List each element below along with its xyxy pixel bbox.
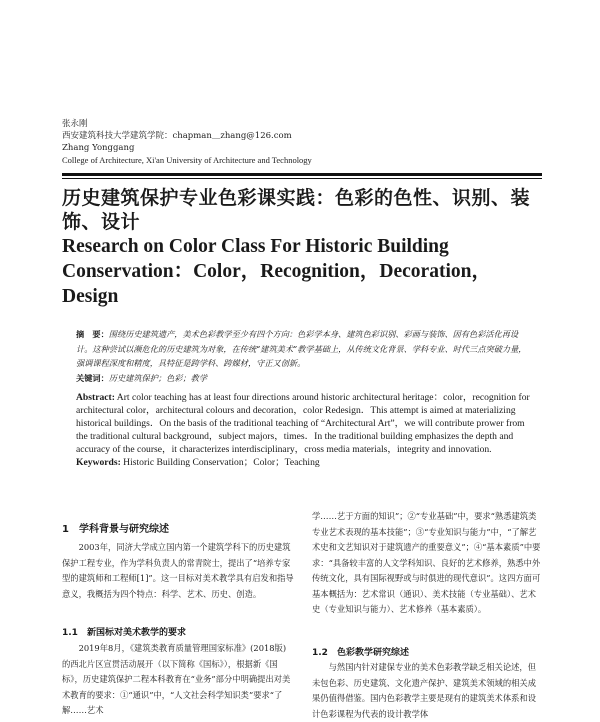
abstract-cn-label: 摘 要：	[76, 329, 109, 339]
keywords-en-text: Historic Building Conservation；Color；Teaching	[123, 457, 320, 468]
author-affiliation-cn: 西安建筑科技大学建筑学院：chapman＿zhang@126.com	[62, 131, 292, 141]
abstract-en-text: Art color teaching has at least four directions around historic architectural heritage：color，recognition for architectural color，architectural colours and decoration，color Redesign．This attempt is aimed at materializing historical buildings．On the basis of the traditional teaching of “Architectural Art”，we will contribute prower from the traditional cultural background，subject majors，times．In the traditional building emphasizes the depth and accuracy of the course，it characterizes interdisciplinary，cross media materials，integrity and innovation.	[76, 392, 530, 455]
section-heading-1: 1 学科背景与研究综述	[62, 524, 169, 535]
right-col-para2: 与然国内针对建保专业的美术色彩教学缺乏相关论述，但未包色彩、历史建筑、文化遗产保护、建筑美术领域的相关成果仍值得借鉴。国内色彩教学主要是现有的建筑美术体系和设计色彩课程为代表的设计教学体	[312, 662, 537, 719]
abstract-english	[76, 391, 534, 469]
abstract-chinese	[76, 327, 532, 385]
author-block	[62, 118, 482, 166]
keywords-cn-text: 历史建筑保护；色彩；教学	[108, 372, 208, 383]
author-affiliation-en: College of Architecture, Xi'an University of Architecture and Technology	[62, 155, 312, 165]
title-rule-thick	[62, 173, 542, 176]
abstract-en-label: Abstract:	[76, 392, 115, 403]
subsection-heading-1-1: 1.1 新国标对美术教学的要求	[62, 628, 186, 638]
section1-para2: 2019年8月，《建筑类教育质量管理国家标准》(2018版)的西北片区宣贯活动展开（以下简称《国标》），根据新《国标》，历史建筑保护二程本科教育在“业务”部分中明确提出对美术教育的要求：①“通识”中，“人文社会科学知识类”要求“了解……艺术	[62, 643, 291, 715]
title-chinese: 历史建筑保护专业色彩课实践：色彩的色性、识别、装饰、设计	[62, 187, 531, 233]
right-col-para1: 学……艺于方面的知识”；②“专业基础”中，要求“熟悉建筑类专业艺术表现的基本技能”；③“专业知识与能力”中，“了解艺术史和文艺知识对于建筑遗产的重要意义”；④“基本素质”中要求：“具备较丰富的人文学科知识、良好的艺术修养，熟悉中外传统文化，具有国际视野或与时俱进的现代意识”。这四方面可基本概括为：艺术常识（通识）、美术技能（专业基础）、艺术史（专业知识与能力）、艺术修养（基本素质）。	[312, 511, 541, 614]
subsection-heading-1-2: 1.2 色彩教学研究综述	[312, 648, 409, 658]
title-rule-thin	[62, 178, 542, 179]
keywords-en-label: Keywords:	[76, 457, 121, 468]
keywords-cn-label: 关键词：	[76, 372, 109, 383]
abstract-cn-text: 围绕历史建筑遗产，美术色彩教学至少有四个方向：色彩学本身、建筑色彩识别、彩画与装饰、因有色彩活化再设计。这种尝试以濒危化的历史建筑为对象，在传统“建筑美术”教学基础上，从传统文化背景、学科专业、时代三点突破力量，强调课程深度和精度，具特征是跨学科、跨媒材，守正又创新。	[76, 329, 527, 368]
title-english: Research on Color Class For Historic Building Conservation：Color，Recognition，Decoration，Design	[62, 236, 491, 307]
section1-para1: 2003年，同济大学成立国内第一个建筑学科下的历史建筑保护工程专业，作为学科负责人的常青院士，提出了“培养专家型的建筑师和工程师[1]”。这一目标对美术教学具有启发和指导意义，我概括为四个特点：科学、艺术、历史、创造。	[62, 542, 294, 599]
author-name-en: Zhang Yonggang	[62, 143, 135, 153]
author-name: 张永刚	[62, 119, 88, 129]
